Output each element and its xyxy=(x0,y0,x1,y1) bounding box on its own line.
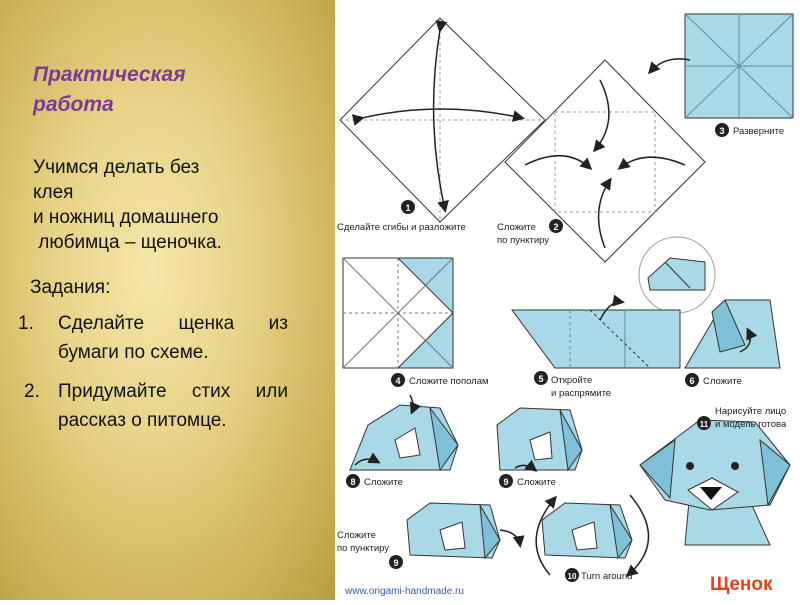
step8-number: 8 xyxy=(350,477,356,487)
task-text: Сделайте щенка из бумаги по схеме. xyxy=(58,313,288,363)
step2-label: по пунктиру xyxy=(497,235,550,246)
lead-line: любимца – щеночка. xyxy=(33,232,222,253)
step6-label: Сложите xyxy=(703,376,742,387)
lead-line: и ножниц домашнего xyxy=(33,207,219,228)
page-title xyxy=(33,60,293,120)
step2-label: Сложите xyxy=(497,222,536,233)
task-number: 1. xyxy=(18,313,34,334)
step9b-label: Сложите xyxy=(337,530,376,541)
task-item xyxy=(18,377,288,435)
task-number: 2. xyxy=(24,381,40,402)
step4-label: Сложите пополам xyxy=(409,376,489,387)
step10-number: 10 xyxy=(567,572,577,581)
step8-label: Сложите xyxy=(364,477,403,488)
task-item xyxy=(18,309,288,367)
step3-number: 3 xyxy=(719,126,725,136)
lead-text xyxy=(33,155,298,255)
origami-diagram xyxy=(335,0,800,600)
step5-shape xyxy=(512,302,680,368)
tasks-heading: Задания: xyxy=(30,277,111,298)
title-line: работа xyxy=(33,93,114,116)
result-title: Щенок xyxy=(710,574,773,595)
step5-number: 5 xyxy=(538,374,544,384)
step9b-shape xyxy=(407,503,520,558)
step9b-label: по пунктиру xyxy=(337,543,390,554)
step9-label: Сложите xyxy=(517,477,556,488)
text-panel xyxy=(0,0,335,600)
step1-number: 1 xyxy=(405,203,411,213)
puppy-model xyxy=(640,420,790,545)
step11-number: 11 xyxy=(699,420,709,429)
diagram-svg xyxy=(335,0,800,600)
step1-label: Сделайте сгибы и разложите xyxy=(337,222,466,233)
detail-circle xyxy=(639,237,715,313)
step6-number: 6 xyxy=(689,376,695,386)
step5-label: Откройте xyxy=(551,375,593,386)
puppy-eye xyxy=(731,462,739,470)
website-link: www.origami-handmade.ru xyxy=(345,586,464,597)
step4-number: 4 xyxy=(395,376,401,386)
step3-square xyxy=(650,14,793,118)
step11-label: Нарисуйте лицо xyxy=(715,406,787,417)
task-list xyxy=(18,309,288,435)
puppy-eye xyxy=(686,462,694,470)
step8-shape xyxy=(350,395,458,470)
step11-label: и модель готова xyxy=(715,419,787,430)
step4-square xyxy=(343,258,453,368)
task-text: Придумайте стих или рассказ о питомце. xyxy=(58,381,288,431)
lead-line: клея xyxy=(33,182,74,203)
step10-label: Turn around xyxy=(581,571,633,582)
step9-shape xyxy=(497,408,582,470)
title-line: Практическая xyxy=(33,63,186,86)
step6-shape xyxy=(685,300,780,368)
step3-label: Разверните xyxy=(733,126,785,137)
step10-shape xyxy=(536,495,648,575)
step9-number: 9 xyxy=(503,477,509,487)
step2-number: 2 xyxy=(553,222,559,232)
step5-label: и распрямите xyxy=(551,388,612,399)
lead-line: Учимся делать без xyxy=(33,157,200,178)
step9b-number: 9 xyxy=(393,558,399,568)
step1-diamond xyxy=(340,18,545,222)
